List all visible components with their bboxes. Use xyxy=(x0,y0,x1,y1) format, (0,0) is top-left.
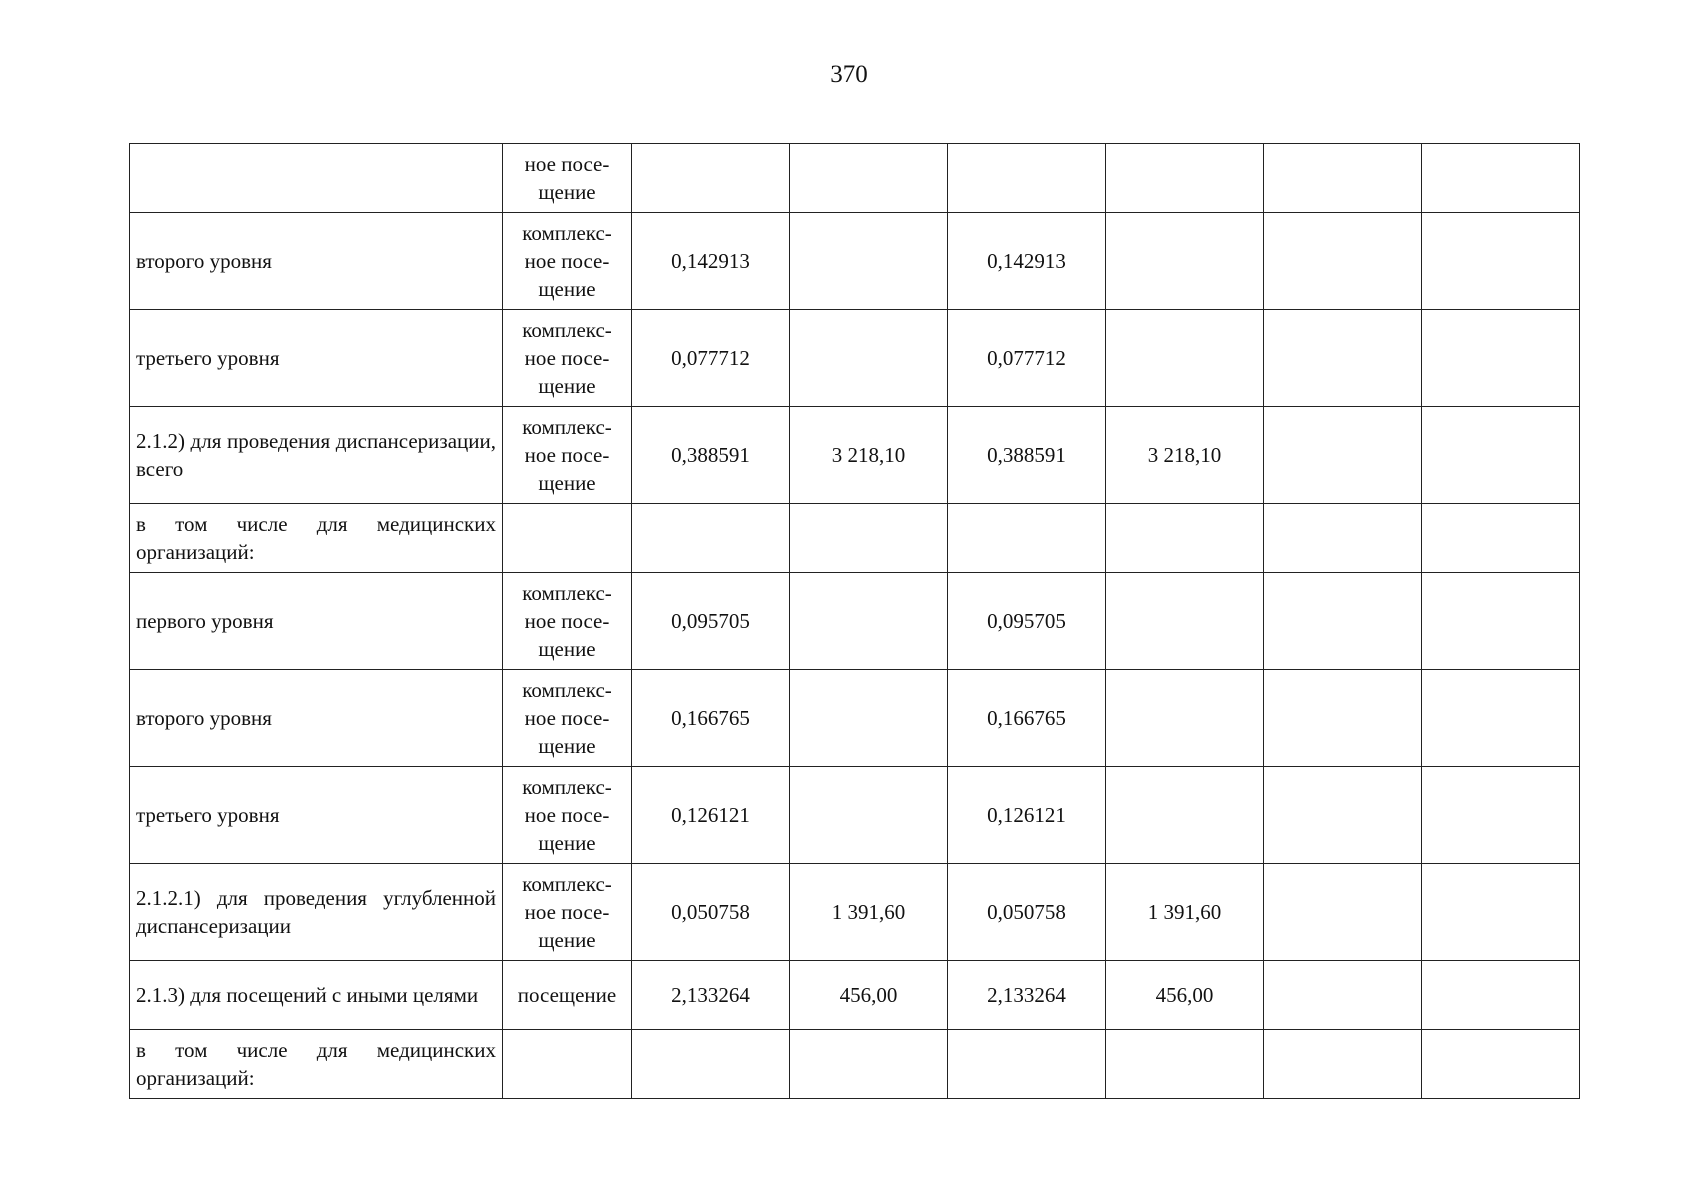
value-cell-5 xyxy=(1264,961,1422,1030)
row-name-cell: третьего уровня xyxy=(130,767,503,864)
value-cell-3: 2,133264 xyxy=(948,961,1106,1030)
value-cell-6 xyxy=(1422,1030,1580,1099)
value-cell-5 xyxy=(1264,407,1422,504)
value-cell-6 xyxy=(1422,310,1580,407)
table-row xyxy=(130,961,1580,1030)
row-name-cell: третьего уровня xyxy=(130,310,503,407)
value-cell-6 xyxy=(1422,864,1580,961)
value-cell-5 xyxy=(1264,310,1422,407)
row-name-cell: в том числе для медицинских организаций: xyxy=(130,1030,503,1099)
value-cell-5 xyxy=(1264,767,1422,864)
value-cell-1: 0,050758 xyxy=(632,864,790,961)
value-cell-6 xyxy=(1422,213,1580,310)
table-row xyxy=(130,864,1580,961)
value-cell-6 xyxy=(1422,407,1580,504)
value-cell-4: 3 218,10 xyxy=(1106,407,1264,504)
unit-cell: комплекс- ное посе- щение xyxy=(503,407,632,504)
value-cell-5 xyxy=(1264,213,1422,310)
value-cell-2: 1 391,60 xyxy=(790,864,948,961)
value-cell-6 xyxy=(1422,573,1580,670)
table-row xyxy=(130,1030,1580,1099)
value-cell-2 xyxy=(790,1030,948,1099)
value-cell-3: 0,095705 xyxy=(948,573,1106,670)
value-cell-4 xyxy=(1106,767,1264,864)
value-cell-5 xyxy=(1264,573,1422,670)
value-cell-2 xyxy=(790,767,948,864)
value-cell-3: 0,126121 xyxy=(948,767,1106,864)
value-cell-6 xyxy=(1422,670,1580,767)
table-body xyxy=(130,144,1580,1099)
unit-cell: комплекс- ное посе- щение xyxy=(503,864,632,961)
value-cell-1: 0,126121 xyxy=(632,767,790,864)
value-cell-2 xyxy=(790,310,948,407)
value-cell-4: 1 391,60 xyxy=(1106,864,1264,961)
value-cell-3: 0,166765 xyxy=(948,670,1106,767)
value-cell-1: 0,142913 xyxy=(632,213,790,310)
value-cell-5 xyxy=(1264,670,1422,767)
unit-cell: комплекс- ное посе- щение xyxy=(503,310,632,407)
value-cell-1: 0,388591 xyxy=(632,407,790,504)
value-cell-6 xyxy=(1422,767,1580,864)
row-name-cell: второго уровня xyxy=(130,670,503,767)
value-cell-1: 0,166765 xyxy=(632,670,790,767)
value-cell-3: 0,077712 xyxy=(948,310,1106,407)
unit-cell xyxy=(503,1030,632,1099)
row-name-cell: в том числе для медицинских организаций: xyxy=(130,504,503,573)
value-cell-5 xyxy=(1264,1030,1422,1099)
value-cell-4: 456,00 xyxy=(1106,961,1264,1030)
unit-cell: посещение xyxy=(503,961,632,1030)
value-cell-1: 0,095705 xyxy=(632,573,790,670)
value-cell-3 xyxy=(948,144,1106,213)
value-cell-2 xyxy=(790,670,948,767)
row-name-cell: 2.1.3) для посещений с иными целями xyxy=(130,961,503,1030)
row-name-cell: второго уровня xyxy=(130,213,503,310)
table-row xyxy=(130,407,1580,504)
value-cell-1 xyxy=(632,504,790,573)
unit-cell xyxy=(503,504,632,573)
unit-cell: комплекс- ное посе- щение xyxy=(503,767,632,864)
row-name-cell: 2.1.2) для проведения диспансеризации, всего xyxy=(130,407,503,504)
value-cell-2: 3 218,10 xyxy=(790,407,948,504)
page-number: 370 xyxy=(830,61,868,88)
value-cell-2 xyxy=(790,144,948,213)
unit-cell: комплекс- ное посе- щение xyxy=(503,213,632,310)
value-cell-4 xyxy=(1106,573,1264,670)
table-row xyxy=(130,670,1580,767)
row-name-cell: первого уровня xyxy=(130,573,503,670)
table-row xyxy=(130,767,1580,864)
unit-cell: комплекс- ное посе- щение xyxy=(503,573,632,670)
value-cell-2 xyxy=(790,504,948,573)
value-cell-5 xyxy=(1264,504,1422,573)
value-cell-1: 0,077712 xyxy=(632,310,790,407)
value-cell-1: 2,133264 xyxy=(632,961,790,1030)
value-cell-3: 0,142913 xyxy=(948,213,1106,310)
value-cell-6 xyxy=(1422,504,1580,573)
table-row xyxy=(130,144,1580,213)
data-table xyxy=(129,143,1580,1099)
unit-cell: ное посе- щение xyxy=(503,144,632,213)
value-cell-5 xyxy=(1264,144,1422,213)
value-cell-4 xyxy=(1106,1030,1264,1099)
value-cell-1 xyxy=(632,144,790,213)
value-cell-6 xyxy=(1422,961,1580,1030)
value-cell-6 xyxy=(1422,144,1580,213)
value-cell-5 xyxy=(1264,864,1422,961)
value-cell-3: 0,050758 xyxy=(948,864,1106,961)
row-name-cell: 2.1.2.1) для проведения углубленной диспансеризации xyxy=(130,864,503,961)
table-row xyxy=(130,213,1580,310)
value-cell-1 xyxy=(632,1030,790,1099)
value-cell-4 xyxy=(1106,504,1264,573)
value-cell-4 xyxy=(1106,310,1264,407)
value-cell-2: 456,00 xyxy=(790,961,948,1030)
table-row xyxy=(130,573,1580,670)
value-cell-3 xyxy=(948,1030,1106,1099)
unit-cell: комплекс- ное посе- щение xyxy=(503,670,632,767)
value-cell-4 xyxy=(1106,213,1264,310)
value-cell-2 xyxy=(790,573,948,670)
row-name-cell xyxy=(130,144,503,213)
value-cell-4 xyxy=(1106,144,1264,213)
table-row xyxy=(130,310,1580,407)
value-cell-4 xyxy=(1106,670,1264,767)
value-cell-2 xyxy=(790,213,948,310)
value-cell-3 xyxy=(948,504,1106,573)
table-row xyxy=(130,504,1580,573)
value-cell-3: 0,388591 xyxy=(948,407,1106,504)
